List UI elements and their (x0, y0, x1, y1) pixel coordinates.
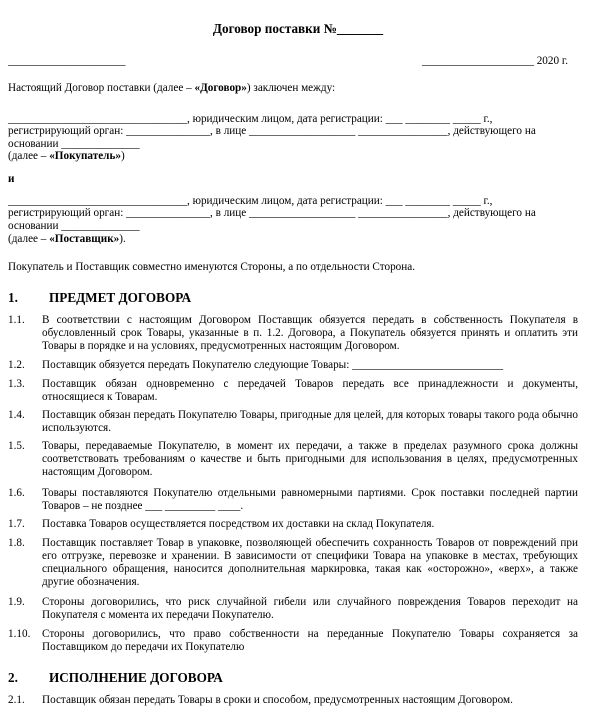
quoted-term: «Договор» (194, 82, 247, 94)
party1-line3: основании ______________ (8, 138, 140, 150)
parties-note: Покупатель и Поставщик совместно именуются Стороны, а по отдельности Сторона. (8, 261, 416, 273)
clause-text: Стороны договорились, что право собственности на переданные Покупателю Товары сохраняется за Поставщиком до передачи их Покупателю (42, 628, 578, 653)
clause-text: Поставка Товаров осуществляется посредством их доставки на склад Покупателя. (42, 518, 435, 530)
clause-text: Поставщик обязан одновременно с передачей Товаров передать все принадлежности и документы, относящиеся к Товарам. (42, 378, 578, 403)
section1-heading (8, 290, 191, 306)
quoted-term: «Покупатель» (49, 150, 121, 162)
clause-number: 1.10. (8, 628, 31, 640)
clause-number: 1.9. (8, 596, 25, 608)
section1-title: ПРЕДМЕТ ДОГОВОРА (49, 290, 192, 305)
section2-number: 2. (8, 670, 18, 685)
and-label: и (8, 173, 15, 185)
place-line: _____________________ (8, 55, 126, 67)
clause-number: 1.8. (8, 537, 25, 549)
party2-line1: ________________________________, юридическим лицом, дата регистрации: ___ ________ _____ г., (8, 195, 493, 207)
clause-number: 1.3. (8, 378, 25, 390)
clause-number: 1.2. (8, 359, 25, 371)
party1-line1: ________________________________, юридическим лицом, дата регистрации: ___ ________ _____ г., (8, 113, 493, 125)
clause-1-7 (8, 518, 578, 531)
clause-1-1 (8, 314, 578, 353)
clause-1-10 (8, 628, 578, 654)
clause-number: 1.5. (8, 440, 25, 452)
clause-text: Поставщик обязан передать Покупателю Товары, пригодные для целей, для которых товары такого рода обычно используются. (42, 409, 578, 434)
party1-line2: регистрирующий орган: _______________, в лице ___________________ ________________, действующего на (8, 125, 536, 137)
clause-number: 1.7. (8, 518, 25, 530)
clause-text: Товары, передаваемые Покупателю, в момент их передачи, а также в пределах разумного срока должны соответствовать требованиям о качестве и быть пригодными для использования в целях, предусмотренных настоящим Договором. (42, 440, 578, 478)
quoted-term: «Поставщик» (49, 233, 120, 245)
section1-number: 1. (8, 290, 18, 305)
clause-number: 2.1. (8, 694, 25, 706)
party1-buyer-label: (далее – «Покупатель») (8, 150, 125, 162)
section2-title: ИСПОЛНЕНИЕ ДОГОВОРА (49, 670, 223, 685)
clause-2-1 (8, 694, 578, 707)
clause-1-8 (8, 537, 578, 589)
party2-line2: регистрирующий орган: _______________, в лице ___________________ ________________, действующего на (8, 207, 536, 219)
clause-text: Поставщик поставляет Товар в упаковке, позволяющей обеспечить сохранность Товаров от повреждений при его отгрузке, перевозке и хранении. В зависимости от специфики Товара на упаковке в местах, требующих специального обращения, наносится дополнительная маркировка, такая как «осторожно», «верх», а также другие обозначения. (42, 537, 578, 588)
clause-text: В соответствии с настоящим Договором Поставщик обязуется передать в собственность Покупателя в обусловленный срок Товары, указанные в п. 1.2. Договора, а Покупатель обязуется принять и оплатить эти Товары в порядке и на условиях, предусмотренных настоящим Договором. (42, 314, 578, 352)
clause-text: Поставщик обязуется передать Покупателю следующие Товары: ___________________________ (42, 359, 504, 371)
clause-text: Стороны договорились, что риск случайной гибели или случайного повреждения Товаров переходит на Покупателя с момента их передачи Покупателю. (42, 596, 578, 621)
clause-number: 1.1. (8, 314, 25, 326)
date-line: ____________________ 2020 г. (422, 55, 568, 67)
clause-1-3 (8, 378, 578, 404)
party2-supplier-label: (далее – «Поставщик»). (8, 233, 126, 245)
section2-heading (8, 670, 223, 686)
clause-text: Товары поставляются Покупателю отдельными равномерными партиями. Срок поставки последней партии Товаров – не позднее ___ _________ ____. (42, 487, 578, 512)
party2-line3: основании ______________ (8, 220, 140, 232)
clause-1-2 (8, 359, 578, 372)
clause-number: 1.4. (8, 409, 25, 421)
clause-number: 1.6. (8, 487, 25, 499)
clause-1-4 (8, 409, 578, 435)
intro-text: Настоящий Договор поставки (далее – «Договор») заключен между: (8, 82, 336, 94)
clause-1-6 (8, 487, 578, 513)
clause-1-5 (8, 440, 578, 479)
document-title: Договор поставки №_______ (212, 21, 384, 36)
clause-text: Поставщик обязан передать Товары в сроки и способом, предусмотренных настоящим Договором. (42, 694, 513, 706)
clause-1-9 (8, 596, 578, 622)
